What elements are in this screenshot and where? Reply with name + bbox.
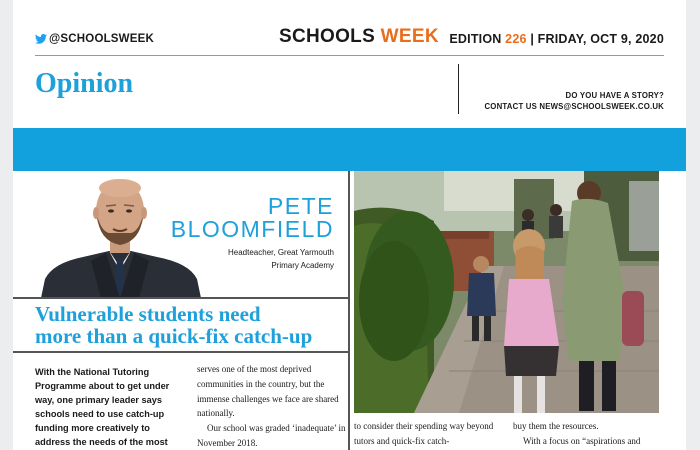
author-box	[13, 171, 350, 298]
author-role	[174, 246, 334, 272]
masthead-rule	[35, 55, 664, 56]
story-contact	[484, 90, 664, 112]
brand-schools: SCHOOLS	[279, 26, 381, 47]
article-column-4	[513, 419, 668, 448]
publication-logo	[279, 26, 439, 48]
edition-label: EDITION	[449, 32, 506, 46]
twitter-handle[interactable]	[35, 33, 154, 45]
story-prompt: DO YOU HAVE A STORY?	[565, 91, 664, 100]
blue-banner	[13, 128, 686, 171]
edition-number: 226	[505, 32, 527, 46]
edition-date: | FRIDAY, OCT 9, 2020	[526, 32, 664, 46]
paragraph: Our school was graded ‘inadequate’ in November 2018.	[197, 423, 346, 448]
article-headline	[35, 303, 355, 347]
headline-line2: more than a quick-fix catch-up	[35, 324, 313, 348]
article-column-3: to consider their spending way beyond tutors and quick-fix catch-	[354, 421, 494, 446]
headline-line1: Vulnerable students need	[35, 302, 261, 326]
headline-rule-top	[13, 297, 350, 299]
photo-frame-rule	[348, 172, 350, 450]
paragraph: buy them the resources.	[513, 421, 599, 431]
paragraph: With a focus on “aspirations and	[523, 435, 641, 446]
author-first-name: PETE	[267, 193, 334, 219]
section-title: Opinion	[35, 68, 134, 99]
edition-info	[449, 32, 664, 46]
article-column-2	[197, 362, 349, 450]
newspaper-page	[13, 0, 686, 450]
author-last-name: BLOOMFIELD	[170, 216, 334, 242]
twitter-handle-text: @SCHOOLSWEEK	[49, 33, 154, 45]
headline-rule-bottom	[13, 351, 350, 353]
header-divider	[458, 64, 459, 114]
paragraph: serves one of the most deprived communities in the country, but the immense challenges we face are shared nationally.	[197, 364, 339, 419]
contact-email[interactable]: CONTACT US NEWS@SCHOOLSWEEK.CO.UK	[484, 102, 664, 111]
author-role-line1: Headteacher, Great Yarmouth	[228, 248, 334, 257]
street-photo	[354, 171, 659, 413]
twitter-bird-icon	[35, 34, 47, 44]
author-role-line2: Primary Academy	[271, 261, 334, 270]
brand-week: WEEK	[380, 26, 439, 47]
article-standfirst: With the National Tutoring Programme about to get under way, one primary leader says schools need to use catch-up funding more creatively to address the needs of the most	[35, 367, 170, 447]
